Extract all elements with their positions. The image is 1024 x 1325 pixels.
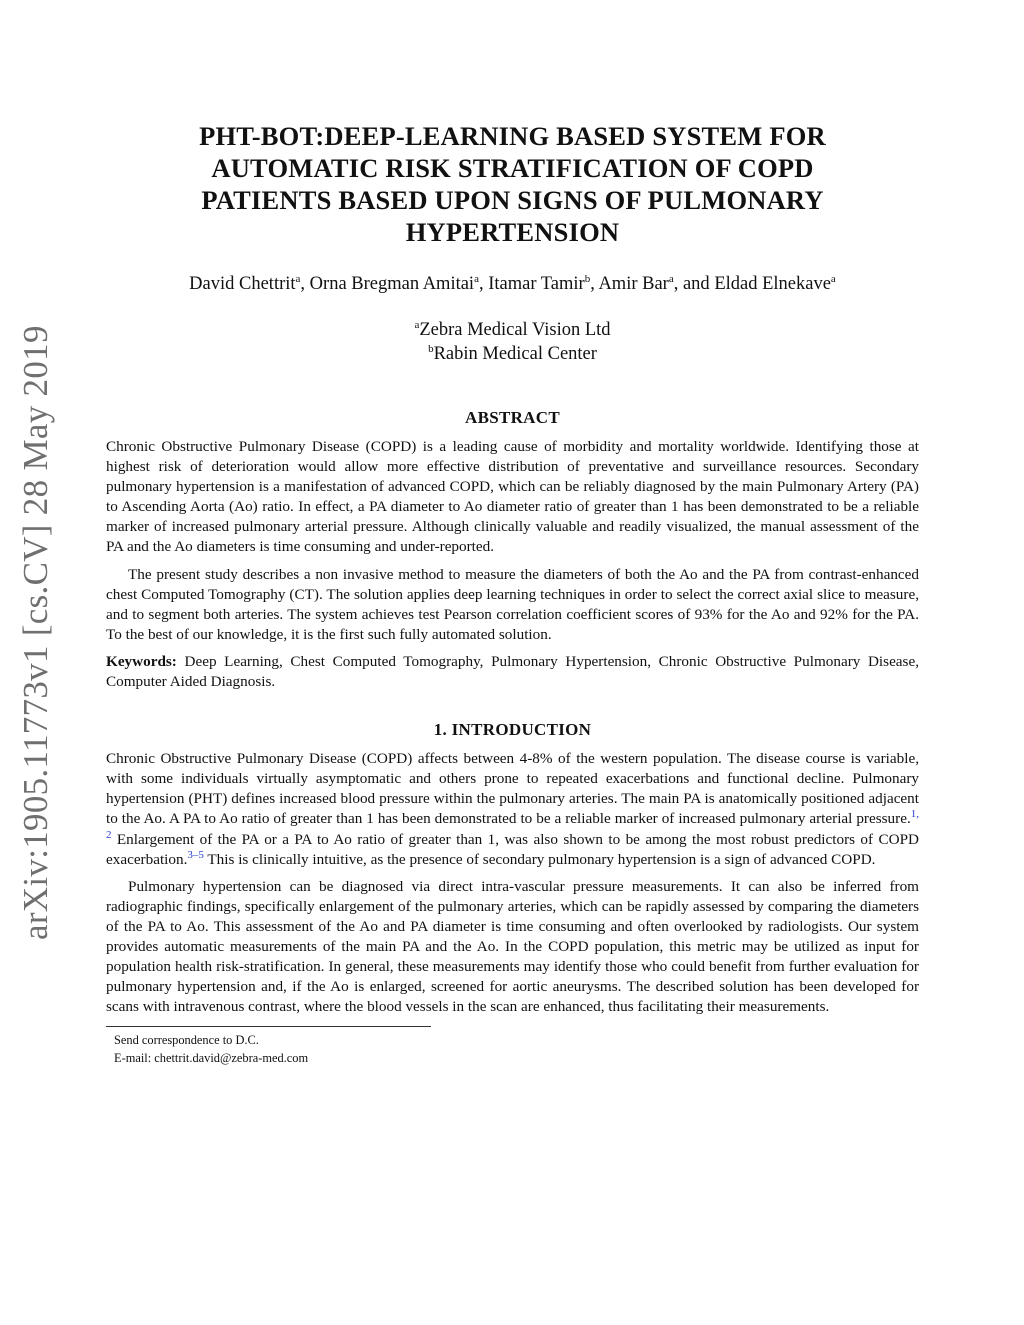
paragraph-text: This is clinically intuitive, as the presence of secondary pulmonary hypertension is a sign of advanced COPD. bbox=[203, 850, 876, 868]
author-separator: , and bbox=[673, 274, 715, 294]
citation-link[interactable]: 1, 2 bbox=[106, 808, 919, 841]
author-affiliation-mark: b bbox=[584, 272, 591, 285]
affiliation bbox=[106, 318, 919, 342]
affiliation-name: Rabin Medical Center bbox=[433, 344, 597, 364]
affiliation-list bbox=[106, 318, 919, 366]
author-name: Eldad Elnekave bbox=[714, 274, 831, 294]
affiliation-name: Zebra Medical Vision Ltd bbox=[419, 320, 611, 340]
author-list bbox=[106, 272, 919, 296]
introduction-paragraph bbox=[106, 749, 919, 870]
author-affiliation-mark: a bbox=[295, 272, 301, 285]
author-affiliation-mark: a bbox=[830, 272, 836, 285]
author-name: David Chettrit bbox=[189, 274, 296, 294]
author-separator: , bbox=[590, 274, 599, 294]
citation-link[interactable]: 3–5 bbox=[187, 848, 204, 861]
title-line: PATIENTS BASED UPON SIGNS OF PULMONARY bbox=[201, 185, 824, 215]
paper-title bbox=[106, 120, 919, 248]
keywords-text: Deep Learning, Chest Computed Tomography, Pulmonary Hypertension, Chronic Obstructive Pulmonary Disease, Computer Aided Diagnosis. bbox=[106, 652, 919, 691]
introduction-heading: 1. INTRODUCTION bbox=[433, 720, 592, 740]
keywords-label: Keywords: bbox=[106, 652, 177, 670]
author-separator: , bbox=[478, 274, 489, 294]
paper-page bbox=[106, 0, 919, 1067]
affiliation bbox=[106, 342, 919, 366]
author-name: Itamar Tamir bbox=[488, 274, 585, 294]
title-line: PHT-BOT:DEEP-LEARNING BASED SYSTEM FOR bbox=[199, 121, 826, 151]
abstract-paragraph: The present study describes a non invasive method to measure the diameters of both the Ao and the PA from contrast-enhanced chest Computed Tomography (CT). The solution applies deep learning techniques in order to select the correct axial slice to measure, and to segment both arteries. The system achieves test Pearson correlation coefficient scores of 93% for the Ao and 92% for the PA. To the best of our knowledge, it is the first such fully automated solution. bbox=[106, 565, 919, 643]
footnote: Send correspondence to D.C. bbox=[114, 1033, 259, 1048]
title-line: AUTOMATIC RISK STRATIFICATION OF COPD bbox=[211, 153, 814, 183]
author-name: Amir Bar bbox=[598, 274, 669, 294]
footnote-divider bbox=[106, 1026, 431, 1027]
arxiv-identifier: arXiv:1905.11773v1 [cs.CV] 28 May 2019 bbox=[16, 325, 55, 940]
affiliation-mark: b bbox=[428, 342, 434, 355]
paragraph-text: Enlargement of the PA or a PA to Ao ratio of greater than 1, was also shown to be among the most robust predictors of COPD exacerbation. bbox=[106, 830, 919, 868]
author-separator: , bbox=[300, 274, 310, 294]
abstract-paragraph: Chronic Obstructive Pulmonary Disease (COPD) is a leading cause of morbidity and mortality worldwide. Identifying those at highest risk of deterioration would allow more effective distribution of preventative and surveillance resources. Secondary pulmonary hypertension is a manifestation of advanced COPD, which can be reliably diagnosed by the main Pulmonary Artery (PA) to Ascending Aorta (Ao) ratio. In effect, a PA diameter to Ao diameter ratio of greater than 1 has been demonstrated to be a reliable marker of increased pulmonary arterial pressure. Although clinically valuable and readily visualized, the manual assessment of the PA and the Ao diameters is time consuming and under-reported. bbox=[106, 438, 919, 556]
keywords bbox=[106, 652, 919, 692]
footnotes bbox=[106, 1031, 919, 1067]
affiliation-mark: a bbox=[414, 318, 420, 331]
title-line: HYPERTENSION bbox=[405, 217, 620, 247]
paragraph-text: Chronic Obstructive Pulmonary Disease (COPD) affects between 4-8% of the western population. The disease course is variable, with some individuals virtually asymptomatic and others prone to repeated exacerbations and functional decline. Pulmonary hypertension (PHT) defines increased blood pressure within the pulmonary arteries. The main PA is anatomically positioned adjacent to the Ao. A PA to Ao ratio of greater than 1 has been demonstrated to be a reliable marker of increased pulmonary arterial pressure. bbox=[106, 750, 919, 828]
author-name: Orna Bregman Amitai bbox=[309, 274, 475, 294]
abstract-heading: ABSTRACT bbox=[465, 408, 560, 427]
author-affiliation-mark: a bbox=[668, 272, 674, 285]
footnote: E-mail: chettrit.david@zebra-med.com bbox=[114, 1051, 309, 1066]
author-affiliation-mark: a bbox=[474, 272, 479, 285]
introduction-paragraph: Pulmonary hypertension can be diagnosed via direct intra-vascular pressure measurements. It can also be inferred from radiographic findings, specifically enlargement of the pulmonary arteries, which can be rapidly assessed by comparing the diameters of the PA to Ao. This assessment of the Ao and PA diameter is time consuming and often overlooked by radiologists. Our system provides automatic measurements of the main PA and the Ao. In the COPD population, this metric may be utilized as input for population health risk-stratification. In general, these measurements may identify those who could benefit from further evaluation for pulmonary hypertension and, if the Ao is enlarged, screened for aortic aneurysms. The described solution has been developed for scans with intravenous contrast, where the blood vessels in the scan are enhanced, thus facilitating their measurements. bbox=[106, 877, 919, 1016]
